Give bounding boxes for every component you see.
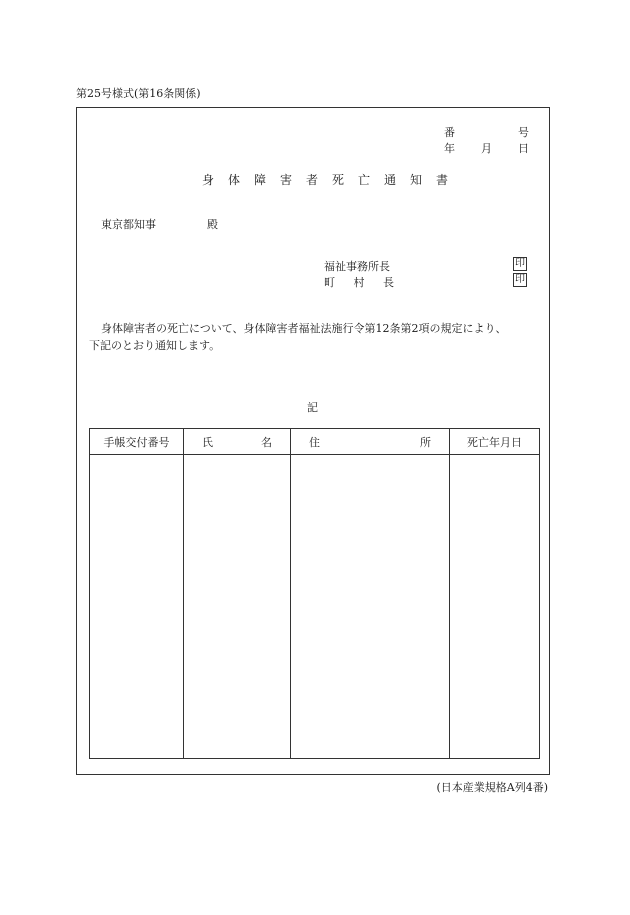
cell-name[interactable] xyxy=(184,455,291,759)
table-header-row xyxy=(90,429,540,455)
welfare-office-chief-label: 福祉事務所長 xyxy=(324,260,390,273)
date-month-label: 月 xyxy=(481,142,492,155)
number-label-left: 番 xyxy=(444,126,455,139)
chief-label: 長 xyxy=(383,276,394,289)
form-frame xyxy=(76,107,550,775)
col-death-date: 死亡年月日 xyxy=(450,429,540,455)
cell-address[interactable] xyxy=(291,455,450,759)
village-label: 村 xyxy=(353,276,365,289)
ki-heading: 記 xyxy=(307,401,318,414)
seal-mark-1: 印 xyxy=(515,258,525,269)
addressee-name: 東京都知事 xyxy=(101,218,156,231)
col-address-left: 住 xyxy=(309,435,320,449)
date-line xyxy=(444,140,529,156)
paper-size-note: (日本産業規格A列4番) xyxy=(436,781,548,794)
cell-notebook-number[interactable] xyxy=(90,455,184,759)
document-title: 身体障害者死亡通知書 xyxy=(202,173,463,187)
col-name-left: 氏 xyxy=(202,435,213,449)
col-address-right: 所 xyxy=(420,435,431,449)
col-notebook-number: 手帳交付番号 xyxy=(90,429,184,455)
cell-death-date[interactable] xyxy=(450,455,540,759)
form-number-label: 第25号様式(第16条関係) xyxy=(76,87,201,100)
col-address xyxy=(291,429,450,455)
col-name xyxy=(184,429,291,455)
town-village-chief-label xyxy=(324,274,394,290)
date-day-label: 日 xyxy=(518,142,529,155)
body-text-line2: 下記のとおり通知します。 xyxy=(89,339,221,352)
seal-mark-2: 印 xyxy=(515,274,525,285)
addressee-honorific: 殿 xyxy=(207,218,218,231)
number-label-right: 号 xyxy=(518,126,529,139)
records-table xyxy=(89,428,540,759)
number-line xyxy=(444,124,529,140)
body-text-line1: 身体障害者の死亡について、身体障害者福祉法施行令第12条第2項の規定により、 xyxy=(101,322,507,335)
town-label: 町 xyxy=(324,276,335,289)
table-row xyxy=(90,455,540,759)
date-year-label: 年 xyxy=(444,142,455,155)
col-name-right: 名 xyxy=(261,435,272,449)
